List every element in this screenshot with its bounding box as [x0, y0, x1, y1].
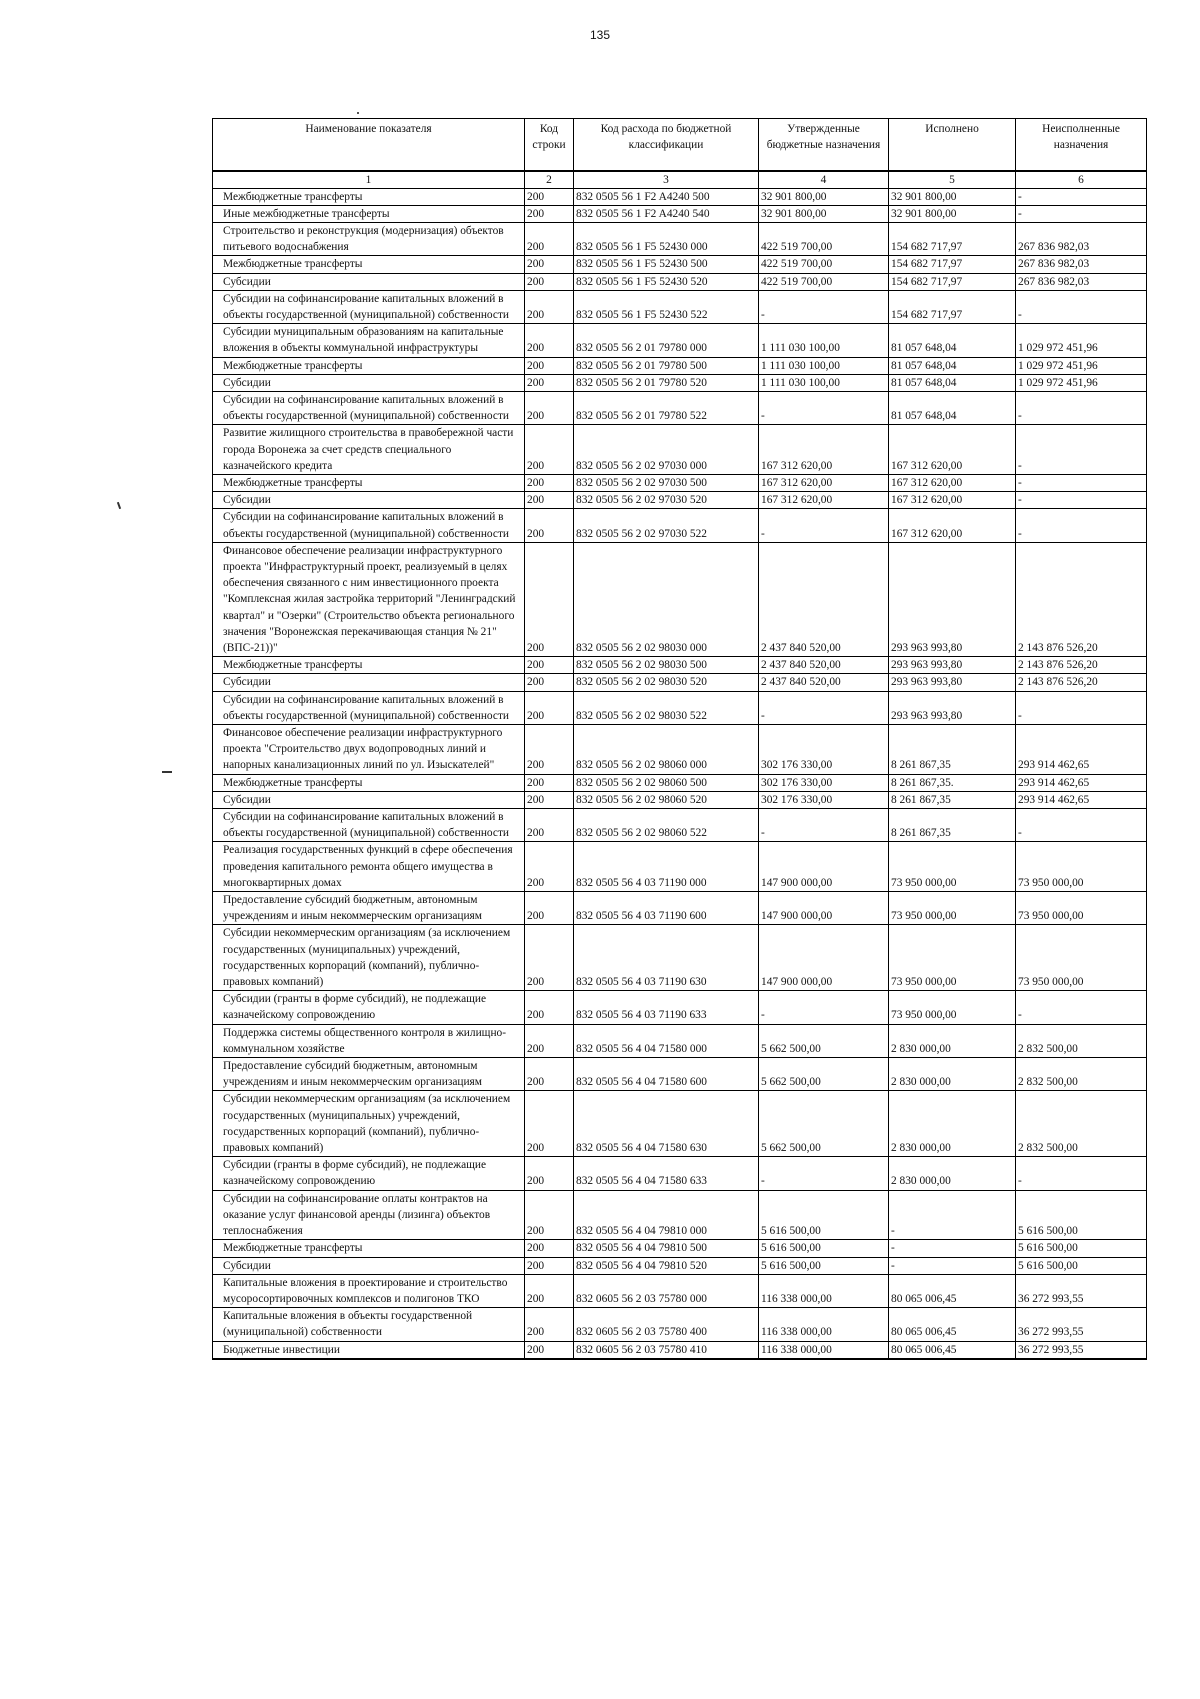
approved-amount-cell: 147 900 000,00: [759, 892, 889, 925]
approved-amount-cell: 116 338 000,00: [759, 1308, 889, 1341]
unexecuted-amount-cell: -: [1016, 492, 1147, 509]
indicator-name-cell: Субсидии (гранты в форме субсидий), не подлежащие казначейскому сопровождению: [213, 991, 525, 1024]
approved-amount-cell: 2 437 840 520,00: [759, 542, 889, 656]
classification-code-cell: 832 0505 56 1 F2 A4240 500: [574, 188, 759, 205]
approved-amount-cell: 302 176 330,00: [759, 791, 889, 808]
table-row: [213, 791, 1147, 808]
executed-amount-cell: 154 682 717,97: [889, 290, 1016, 323]
indicator-name-cell: Субсидии (гранты в форме субсидий), не подлежащие казначейскому сопровождению: [213, 1157, 525, 1190]
unexecuted-amount-cell: 36 272 993,55: [1016, 1274, 1147, 1307]
unexecuted-amount-cell: 73 950 000,00: [1016, 892, 1147, 925]
column-number: 6: [1016, 171, 1147, 189]
executed-amount-cell: 81 057 648,04: [889, 391, 1016, 424]
classification-code-cell: 832 0505 56 4 04 79810 000: [574, 1190, 759, 1240]
indicator-name-cell: Межбюджетные трансферты: [213, 474, 525, 491]
row-code-cell: 200: [525, 1240, 574, 1257]
indicator-name-cell: Межбюджетные трансферты: [213, 657, 525, 674]
executed-amount-cell: 73 950 000,00: [889, 842, 1016, 892]
unexecuted-amount-cell: 5 616 500,00: [1016, 1190, 1147, 1240]
table-row: [213, 205, 1147, 222]
unexecuted-amount-cell: -: [1016, 1157, 1147, 1190]
row-code-cell: 200: [525, 809, 574, 842]
executed-amount-cell: 80 065 006,45: [889, 1341, 1016, 1359]
executed-amount-cell: 167 312 620,00: [889, 425, 1016, 475]
approved-amount-cell: 147 900 000,00: [759, 925, 889, 991]
column-number: 4: [759, 171, 889, 189]
row-code-cell: 200: [525, 1024, 574, 1057]
unexecuted-amount-cell: -: [1016, 188, 1147, 205]
unexecuted-amount-cell: 293 914 462,65: [1016, 774, 1147, 791]
indicator-name-cell: Межбюджетные трансферты: [213, 256, 525, 273]
classification-code-cell: 832 0505 56 4 03 71190 630: [574, 925, 759, 991]
indicator-name-cell: Капитальные вложения в проектирование и строительство мусоросортировочных комплексов и полигонов ТКО: [213, 1274, 525, 1307]
classification-code-cell: 832 0605 56 2 03 75780 400: [574, 1308, 759, 1341]
table-row: [213, 809, 1147, 842]
indicator-name-cell: Реализация государственных функций в сфере обеспечения проведения капитального ремонта общего имущества в многоквартирных домах: [213, 842, 525, 892]
indicator-name-cell: Субсидии на софинансирование капитальных вложений в объекты государственной (муниципальной) собственности: [213, 290, 525, 323]
classification-code-cell: 832 0505 56 2 02 98060 000: [574, 725, 759, 775]
executed-amount-cell: -: [889, 1190, 1016, 1240]
header-approved: Утвержденные бюджетные назначения: [759, 119, 889, 171]
row-code-cell: 200: [525, 188, 574, 205]
executed-amount-cell: 8 261 867,35: [889, 791, 1016, 808]
table-row: [213, 1091, 1147, 1157]
scan-mark: [117, 502, 121, 509]
classification-code-cell: 832 0505 56 2 02 97030 000: [574, 425, 759, 475]
table-row: [213, 188, 1147, 205]
indicator-name-cell: Субсидии: [213, 492, 525, 509]
indicator-name-cell: Субсидии на софинансирование оплаты контрактов на оказание услуг финансовой аренды (лизинга) объектов теплоснабжения: [213, 1190, 525, 1240]
indicator-name-cell: Субсидии на софинансирование капитальных вложений в объекты государственной (муниципальной) собственности: [213, 691, 525, 724]
indicator-name-cell: Субсидии на софинансирование капитальных вложений в объекты государственной (муниципальной) собственности: [213, 391, 525, 424]
row-code-cell: 200: [525, 273, 574, 290]
classification-code-cell: 832 0505 56 4 03 71190 633: [574, 991, 759, 1024]
classification-code-cell: 832 0505 56 2 02 98060 520: [574, 791, 759, 808]
executed-amount-cell: 81 057 648,04: [889, 374, 1016, 391]
approved-amount-cell: 2 437 840 520,00: [759, 657, 889, 674]
indicator-name-cell: Межбюджетные трансферты: [213, 1240, 525, 1257]
classification-code-cell: 832 0505 56 4 04 71580 600: [574, 1058, 759, 1091]
table-row: [213, 657, 1147, 674]
unexecuted-amount-cell: -: [1016, 205, 1147, 222]
table-row: [213, 391, 1147, 424]
unexecuted-amount-cell: -: [1016, 809, 1147, 842]
row-code-cell: 200: [525, 357, 574, 374]
row-code-cell: 200: [525, 774, 574, 791]
executed-amount-cell: 73 950 000,00: [889, 892, 1016, 925]
row-code-cell: 200: [525, 925, 574, 991]
row-code-cell: 200: [525, 425, 574, 475]
unexecuted-amount-cell: 2 143 876 526,20: [1016, 542, 1147, 656]
table-row: [213, 374, 1147, 391]
executed-amount-cell: 32 901 800,00: [889, 188, 1016, 205]
classification-code-cell: 832 0505 56 1 F5 52430 520: [574, 273, 759, 290]
executed-amount-cell: 2 830 000,00: [889, 1091, 1016, 1157]
approved-amount-cell: -: [759, 391, 889, 424]
indicator-name-cell: Развитие жилищного строительства в правобережной части города Воронежа за счет средств специального казначейского кредита: [213, 425, 525, 475]
table-row: [213, 1190, 1147, 1240]
table-row: [213, 1341, 1147, 1359]
indicator-name-cell: Межбюджетные трансферты: [213, 774, 525, 791]
executed-amount-cell: 293 963 993,80: [889, 674, 1016, 691]
budget-execution-table-container: [212, 118, 1146, 1360]
indicator-name-cell: Предоставление субсидий бюджетным, автономным учреждениям и иным некоммерческим организациям: [213, 1058, 525, 1091]
header-row-code: Код строки: [525, 119, 574, 171]
table-row: [213, 774, 1147, 791]
unexecuted-amount-cell: 5 616 500,00: [1016, 1240, 1147, 1257]
row-code-cell: 200: [525, 1257, 574, 1274]
table-row: [213, 1157, 1147, 1190]
executed-amount-cell: 80 065 006,45: [889, 1274, 1016, 1307]
header-classification-code: Код расхода по бюджетной классификации: [574, 119, 759, 171]
executed-amount-cell: 32 901 800,00: [889, 205, 1016, 222]
table-row: [213, 222, 1147, 255]
table-body: [213, 188, 1147, 1359]
unexecuted-amount-cell: 73 950 000,00: [1016, 842, 1147, 892]
approved-amount-cell: 116 338 000,00: [759, 1341, 889, 1359]
classification-code-cell: 832 0505 56 2 02 98030 520: [574, 674, 759, 691]
unexecuted-amount-cell: -: [1016, 691, 1147, 724]
row-code-cell: 200: [525, 474, 574, 491]
table-row: [213, 925, 1147, 991]
header-executed: Исполнено: [889, 119, 1016, 171]
budget-execution-table: [212, 118, 1147, 1360]
approved-amount-cell: 302 176 330,00: [759, 774, 889, 791]
executed-amount-cell: 2 830 000,00: [889, 1024, 1016, 1057]
approved-amount-cell: 1 111 030 100,00: [759, 357, 889, 374]
unexecuted-amount-cell: -: [1016, 474, 1147, 491]
row-code-cell: 200: [525, 657, 574, 674]
indicator-name-cell: Субсидии: [213, 273, 525, 290]
approved-amount-cell: -: [759, 1157, 889, 1190]
row-code-cell: 200: [525, 290, 574, 323]
table-column-numbers-row: [213, 171, 1147, 189]
executed-amount-cell: 8 261 867,35: [889, 809, 1016, 842]
indicator-name-cell: Строительство и реконструкция (модернизация) объектов питьевого водоснабжения: [213, 222, 525, 255]
unexecuted-amount-cell: 267 836 982,03: [1016, 222, 1147, 255]
classification-code-cell: 832 0505 56 2 02 97030 520: [574, 492, 759, 509]
approved-amount-cell: 147 900 000,00: [759, 842, 889, 892]
approved-amount-cell: 5 662 500,00: [759, 1091, 889, 1157]
approved-amount-cell: 5 616 500,00: [759, 1240, 889, 1257]
indicator-name-cell: Субсидии на софинансирование капитальных вложений в объекты государственной (муниципальной) собственности: [213, 809, 525, 842]
row-code-cell: 200: [525, 391, 574, 424]
unexecuted-amount-cell: 293 914 462,65: [1016, 725, 1147, 775]
table-row: [213, 542, 1147, 656]
page-number: 135: [589, 28, 611, 42]
classification-code-cell: 832 0505 56 2 01 79780 000: [574, 324, 759, 357]
classification-code-cell: 832 0505 56 2 02 98030 500: [574, 657, 759, 674]
table-row: [213, 492, 1147, 509]
classification-code-cell: 832 0505 56 4 03 71190 600: [574, 892, 759, 925]
scan-speck: [357, 112, 359, 114]
unexecuted-amount-cell: 2 143 876 526,20: [1016, 674, 1147, 691]
indicator-name-cell: Финансовое обеспечение реализации инфраструктурного проекта "Инфраструктурный проект, реализуемый в целях обеспечения связанного с ним инвестиционного проекта "Комплексная жилая застройка территорий "Ленинградский квартал" и "Озерки" (Строительство объекта регионального значения "Воронежская перекачивающая станция № 21" (ВПС-21))": [213, 542, 525, 656]
unexecuted-amount-cell: 1 029 972 451,96: [1016, 324, 1147, 357]
table-row: [213, 842, 1147, 892]
row-code-cell: 200: [525, 1058, 574, 1091]
approved-amount-cell: 1 111 030 100,00: [759, 324, 889, 357]
classification-code-cell: 832 0505 56 1 F2 A4240 540: [574, 205, 759, 222]
approved-amount-cell: 32 901 800,00: [759, 205, 889, 222]
row-code-cell: 200: [525, 256, 574, 273]
approved-amount-cell: 422 519 700,00: [759, 256, 889, 273]
table-row: [213, 725, 1147, 775]
unexecuted-amount-cell: 293 914 462,65: [1016, 791, 1147, 808]
classification-code-cell: 832 0505 56 2 01 79780 500: [574, 357, 759, 374]
table-row: [213, 991, 1147, 1024]
approved-amount-cell: 422 519 700,00: [759, 222, 889, 255]
executed-amount-cell: 2 830 000,00: [889, 1157, 1016, 1190]
unexecuted-amount-cell: 73 950 000,00: [1016, 925, 1147, 991]
classification-code-cell: 832 0505 56 4 03 71190 000: [574, 842, 759, 892]
unexecuted-amount-cell: -: [1016, 391, 1147, 424]
indicator-name-cell: Финансовое обеспечение реализации инфраструктурного проекта "Строительство двух водопроводных линий и напорных канализационных линий по ул. Изыскателей": [213, 725, 525, 775]
column-number: 1: [213, 171, 525, 189]
indicator-name-cell: Субсидии на софинансирование капитальных вложений в объекты государственной (муниципальной) собственности: [213, 509, 525, 542]
unexecuted-amount-cell: -: [1016, 290, 1147, 323]
unexecuted-amount-cell: 36 272 993,55: [1016, 1341, 1147, 1359]
table-row: [213, 892, 1147, 925]
table-row: [213, 691, 1147, 724]
table-row: [213, 1058, 1147, 1091]
indicator-name-cell: Межбюджетные трансферты: [213, 188, 525, 205]
indicator-name-cell: Субсидии: [213, 791, 525, 808]
approved-amount-cell: -: [759, 509, 889, 542]
row-code-cell: 200: [525, 1091, 574, 1157]
unexecuted-amount-cell: 267 836 982,03: [1016, 256, 1147, 273]
table-row: [213, 273, 1147, 290]
row-code-cell: 200: [525, 842, 574, 892]
classification-code-cell: 832 0505 56 2 02 98030 000: [574, 542, 759, 656]
row-code-cell: 200: [525, 1341, 574, 1359]
indicator-name-cell: Бюджетные инвестиции: [213, 1341, 525, 1359]
indicator-name-cell: Субсидии некоммерческим организациям (за исключением государственных (муниципальных) учреждений, государственных корпораций (компаний), публично-правовых компаний): [213, 1091, 525, 1157]
row-code-cell: 200: [525, 324, 574, 357]
executed-amount-cell: 8 261 867,35.: [889, 774, 1016, 791]
executed-amount-cell: 293 963 993,80: [889, 542, 1016, 656]
executed-amount-cell: 293 963 993,80: [889, 657, 1016, 674]
row-code-cell: 200: [525, 674, 574, 691]
classification-code-cell: 832 0505 56 2 02 98060 500: [574, 774, 759, 791]
executed-amount-cell: 8 261 867,35: [889, 725, 1016, 775]
indicator-name-cell: Субсидии некоммерческим организациям (за исключением государственных (муниципальных) учреждений, государственных корпораций (компаний), публично-правовых компаний): [213, 925, 525, 991]
table-row: [213, 474, 1147, 491]
executed-amount-cell: 81 057 648,04: [889, 357, 1016, 374]
column-number: 2: [525, 171, 574, 189]
approved-amount-cell: 116 338 000,00: [759, 1274, 889, 1307]
approved-amount-cell: 5 616 500,00: [759, 1257, 889, 1274]
row-code-cell: 200: [525, 374, 574, 391]
unexecuted-amount-cell: -: [1016, 509, 1147, 542]
unexecuted-amount-cell: 36 272 993,55: [1016, 1308, 1147, 1341]
approved-amount-cell: -: [759, 691, 889, 724]
scan-dash: [162, 771, 172, 773]
executed-amount-cell: 167 312 620,00: [889, 509, 1016, 542]
table-row: [213, 1274, 1147, 1307]
executed-amount-cell: 167 312 620,00: [889, 474, 1016, 491]
executed-amount-cell: 81 057 648,04: [889, 324, 1016, 357]
executed-amount-cell: 80 065 006,45: [889, 1308, 1016, 1341]
table-row: [213, 256, 1147, 273]
executed-amount-cell: 154 682 717,97: [889, 273, 1016, 290]
row-code-cell: 200: [525, 542, 574, 656]
executed-amount-cell: 293 963 993,80: [889, 691, 1016, 724]
table-row: [213, 509, 1147, 542]
approved-amount-cell: 2 437 840 520,00: [759, 674, 889, 691]
table-row: [213, 674, 1147, 691]
classification-code-cell: 832 0505 56 2 01 79780 522: [574, 391, 759, 424]
classification-code-cell: 832 0605 56 2 03 75780 000: [574, 1274, 759, 1307]
approved-amount-cell: 1 111 030 100,00: [759, 374, 889, 391]
row-code-cell: 200: [525, 991, 574, 1024]
row-code-cell: 200: [525, 222, 574, 255]
unexecuted-amount-cell: 1 029 972 451,96: [1016, 374, 1147, 391]
header-unexecuted: Неисполненные назначения: [1016, 119, 1147, 171]
executed-amount-cell: 154 682 717,97: [889, 256, 1016, 273]
unexecuted-amount-cell: -: [1016, 991, 1147, 1024]
approved-amount-cell: -: [759, 991, 889, 1024]
approved-amount-cell: 302 176 330,00: [759, 725, 889, 775]
table-row: [213, 290, 1147, 323]
classification-code-cell: 832 0505 56 1 F5 52430 522: [574, 290, 759, 323]
unexecuted-amount-cell: 2 143 876 526,20: [1016, 657, 1147, 674]
approved-amount-cell: 167 312 620,00: [759, 425, 889, 475]
row-code-cell: 200: [525, 1190, 574, 1240]
executed-amount-cell: 154 682 717,97: [889, 222, 1016, 255]
executed-amount-cell: 167 312 620,00: [889, 492, 1016, 509]
indicator-name-cell: Субсидии: [213, 374, 525, 391]
executed-amount-cell: 73 950 000,00: [889, 925, 1016, 991]
row-code-cell: 200: [525, 509, 574, 542]
approved-amount-cell: 5 662 500,00: [759, 1024, 889, 1057]
row-code-cell: 200: [525, 1157, 574, 1190]
unexecuted-amount-cell: 1 029 972 451,96: [1016, 357, 1147, 374]
indicator-name-cell: Иные межбюджетные трансферты: [213, 205, 525, 222]
unexecuted-amount-cell: 2 832 500,00: [1016, 1024, 1147, 1057]
table-row: [213, 1308, 1147, 1341]
executed-amount-cell: -: [889, 1257, 1016, 1274]
row-code-cell: 200: [525, 1308, 574, 1341]
indicator-name-cell: Субсидии муниципальным образованиям на капитальные вложения в объекты коммунальной инфраструктуры: [213, 324, 525, 357]
row-code-cell: 200: [525, 205, 574, 222]
row-code-cell: 200: [525, 892, 574, 925]
executed-amount-cell: 73 950 000,00: [889, 991, 1016, 1024]
classification-code-cell: 832 0605 56 2 03 75780 410: [574, 1341, 759, 1359]
approved-amount-cell: 167 312 620,00: [759, 492, 889, 509]
column-number: 5: [889, 171, 1016, 189]
table-header-row: [213, 119, 1147, 171]
indicator-name-cell: Капитальные вложения в объекты государственной (муниципальной) собственности: [213, 1308, 525, 1341]
row-code-cell: 200: [525, 492, 574, 509]
row-code-cell: 200: [525, 691, 574, 724]
unexecuted-amount-cell: 5 616 500,00: [1016, 1257, 1147, 1274]
table-row: [213, 1240, 1147, 1257]
unexecuted-amount-cell: 267 836 982,03: [1016, 273, 1147, 290]
classification-code-cell: 832 0505 56 4 04 71580 633: [574, 1157, 759, 1190]
indicator-name-cell: Межбюджетные трансферты: [213, 357, 525, 374]
approved-amount-cell: -: [759, 290, 889, 323]
classification-code-cell: 832 0505 56 2 02 97030 522: [574, 509, 759, 542]
approved-amount-cell: 5 662 500,00: [759, 1058, 889, 1091]
unexecuted-amount-cell: 2 832 500,00: [1016, 1058, 1147, 1091]
row-code-cell: 200: [525, 1274, 574, 1307]
row-code-cell: 200: [525, 725, 574, 775]
classification-code-cell: 832 0505 56 4 04 71580 630: [574, 1091, 759, 1157]
unexecuted-amount-cell: 2 832 500,00: [1016, 1091, 1147, 1157]
classification-code-cell: 832 0505 56 4 04 71580 000: [574, 1024, 759, 1057]
classification-code-cell: 832 0505 56 1 F5 52430 500: [574, 256, 759, 273]
classification-code-cell: 832 0505 56 2 02 98030 522: [574, 691, 759, 724]
row-code-cell: 200: [525, 791, 574, 808]
table-row: [213, 357, 1147, 374]
executed-amount-cell: 2 830 000,00: [889, 1058, 1016, 1091]
header-indicator-name: Наименование показателя: [213, 119, 525, 171]
approved-amount-cell: 167 312 620,00: [759, 474, 889, 491]
classification-code-cell: 832 0505 56 2 02 98060 522: [574, 809, 759, 842]
classification-code-cell: 832 0505 56 4 04 79810 500: [574, 1240, 759, 1257]
executed-amount-cell: -: [889, 1240, 1016, 1257]
classification-code-cell: 832 0505 56 4 04 79810 520: [574, 1257, 759, 1274]
indicator-name-cell: Субсидии: [213, 1257, 525, 1274]
table-row: [213, 324, 1147, 357]
unexecuted-amount-cell: -: [1016, 425, 1147, 475]
indicator-name-cell: Поддержка системы общественного контроля в жилищно-коммунальном хозяйстве: [213, 1024, 525, 1057]
classification-code-cell: 832 0505 56 2 01 79780 520: [574, 374, 759, 391]
approved-amount-cell: -: [759, 809, 889, 842]
indicator-name-cell: Предоставление субсидий бюджетным, автономным учреждениям и иным некоммерческим организациям: [213, 892, 525, 925]
table-row: [213, 1257, 1147, 1274]
table-row: [213, 1024, 1147, 1057]
table-row: [213, 425, 1147, 475]
classification-code-cell: 832 0505 56 2 02 97030 500: [574, 474, 759, 491]
classification-code-cell: 832 0505 56 1 F5 52430 000: [574, 222, 759, 255]
column-number: 3: [574, 171, 759, 189]
approved-amount-cell: 32 901 800,00: [759, 188, 889, 205]
indicator-name-cell: Субсидии: [213, 674, 525, 691]
approved-amount-cell: 422 519 700,00: [759, 273, 889, 290]
approved-amount-cell: 5 616 500,00: [759, 1190, 889, 1240]
